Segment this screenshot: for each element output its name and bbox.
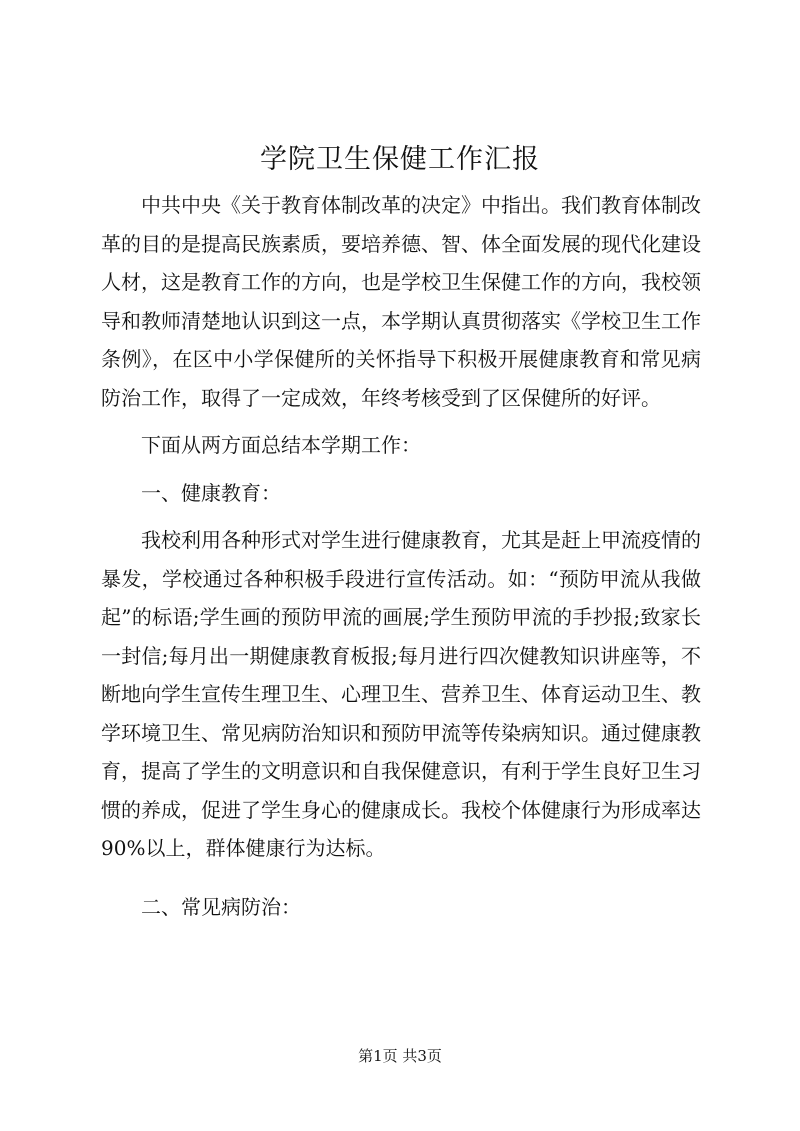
paragraph-intro: 中共中央《关于教育体制改革的决定》中指出。我们教育体制改革的目的是提高民族素质，要培养德、智、体全面发展的现代化建设人材，这是教育工作的方向，也是学校卫生保健工作的方向，我校领导和教师清楚地认识到这一点，本学期认真贯彻落实《学校卫生工作条例》，在区中小学保健所的关怀指导下积极开展健康教育和常见病防治工作，取得了一定成效，年终考核受到了区保健所的好评。: [101, 193, 701, 410]
paragraph-summary-lead: 下面从两方面总结本学期工作：: [141, 433, 421, 457]
document-title: 学院卫生保健工作汇报: [260, 144, 540, 175]
section-heading-disease-prevention: 二、常见病防治：: [141, 894, 301, 919]
page-footer: 第1页 共3页: [358, 1047, 442, 1065]
section-heading-health-education: 一、健康教育：: [141, 480, 281, 505]
document-body: [101, 186, 701, 926]
paragraph-health-education: 我校利用各种形式对学生进行健康教育，尤其是赶上甲流疫情的暴发，学校通过各种积极手段进行宣传活动。如：“预防甲流从我做起”的标语;学生画的预防甲流的画展;学生预防甲流的手抄报;致家长一封信;每月出一期健康教育板报;每月进行四次健教知识讲座等，不断地向学生宣传生理卫生、心理卫生、营养卫生、体育运动卫生、教学环境卫生、常见病防治知识和预防甲流等传染病知识。通过健康教育，提高了学生的文明意识和自我保健意识，有利于学生良好卫生习惯的养成，促进了学生身心的健康成长。我校个体健康行为形成率达90%以上，群体健康行为达标。: [101, 528, 701, 860]
